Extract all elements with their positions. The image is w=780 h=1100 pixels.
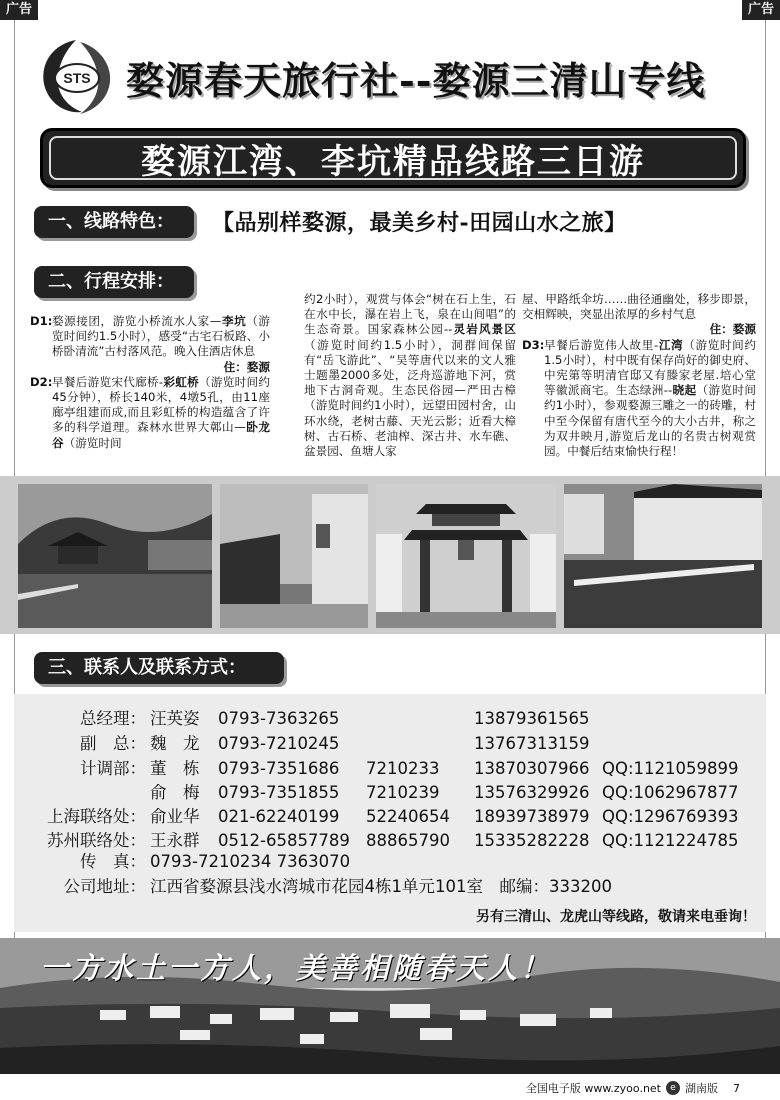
day-2-stay: 住：婺源: [709, 322, 756, 337]
contact-qq: QQ:1296769393: [602, 807, 739, 826]
route-banner: [40, 128, 746, 188]
contact-mobile: 18939738979: [474, 807, 590, 826]
day-2-continued-b: （游览时间约1.5小时），洞群间保留有“岳飞游此”、“吴等唐代以来的文人雅士题墨2000多处，泛舟巡游地下河，赏地下古洞奇观。生态民俗园—严田古樟（游览时间约1小时），远望田园村舍，山环水绕，老树古藤、天光云影；近看大樟树、古石桥、老油榨、深古井、水车礁、盆景园、鱼塘人家: [304, 337, 516, 459]
day-3-text: 早餐后游览伟人故里-: [544, 337, 659, 352]
day-1-text: 婺源接团，游览小桥流水人家—: [52, 314, 222, 328]
address-value: 江西省婺源县浅水湾城市花园4栋1单元101室 邮编：333200: [150, 877, 612, 896]
itinerary-column-2: [304, 292, 516, 459]
contact-name: 汪英姿: [150, 709, 200, 728]
contact-fax: 7210239: [366, 783, 440, 802]
contact-name: 王永群: [150, 831, 200, 850]
contact-name: 董 栋: [150, 759, 200, 778]
contact-label: 总经理：: [80, 709, 146, 728]
day-2-text-c: （游览时间: [63, 435, 122, 450]
contact-mobile: 15335282228: [474, 831, 590, 850]
agency-title: 婺源春天旅行社--婺源三清山专线: [126, 58, 706, 103]
day-1-stay: 住：婺源: [223, 359, 270, 374]
contact-name: 魏 龙: [150, 734, 200, 753]
photo-village-street: [220, 484, 368, 628]
day-3-tag: D3:: [522, 337, 545, 352]
contact-phone: 0793-7351855: [218, 783, 340, 802]
day-1-highlight: 李坑: [221, 314, 247, 328]
day-1-tag: D1:: [30, 314, 53, 328]
contact-phone: 021-62240199: [218, 807, 340, 826]
contact-fax: 52240654: [366, 807, 450, 826]
contact-phone: 0512-65857789: [218, 831, 350, 850]
day-3: [522, 338, 756, 460]
contact-mobile: 13767313159: [474, 734, 590, 753]
bottom-slogan: 一方水土一方人，美善相随春天人！: [40, 951, 553, 985]
contact-name: 俞业华: [150, 807, 200, 826]
day-2-continued-c: 屋、甲路纸伞坊……曲径通幽处，移步即景，交相辉映，突显出浓厚的乡村气息: [522, 292, 756, 322]
footer: [526, 1080, 740, 1096]
day-3-text-b: （游览时间约1.5小时），村中既有保存尚好的御史府、中宪第等明清官邸又有滕家老屋.培心堂等徽派商宅。生态绿洲--: [544, 337, 756, 398]
edition-icon: e: [666, 1081, 680, 1095]
contact-name: 俞 梅: [150, 783, 200, 802]
contact-qq: QQ:1121059899: [602, 759, 739, 778]
day-2-text-b: （游览时间约45分钟），桥长140米，4墩5孔，由11座廊亭组建而成,而且彩虹桥的构造蕴含了许多的科学道理。森林水世界大鄣山—: [52, 374, 270, 435]
contact-label: 上海联络处：: [47, 807, 146, 826]
day-2-continued: 约2小时），观赏与体会“树在石上生，石在水中长，瀑在岩上飞，泉在山间唱”的生态奇景。国家森林公园--: [304, 292, 516, 337]
contact-fax: 7210233: [366, 759, 440, 778]
day-3-highlight-1: 江湾: [658, 337, 684, 352]
section-contacts-label: 三、联系人及联系方式：: [34, 652, 284, 684]
photo-river-village: [564, 484, 762, 628]
contact-label: 苏州联络处：: [47, 831, 146, 850]
ad-label-right: 广告: [742, 0, 780, 20]
contact-phone: 0793-7363265: [218, 709, 340, 728]
fax-value: 0793-7210234 7363070: [150, 852, 351, 871]
region-label: 湖南版: [685, 1082, 718, 1095]
contact-mobile: 13576329926: [474, 783, 590, 802]
contact-phone: 0793-7210245: [218, 734, 340, 753]
edition-text: 全国电子版 www.zyoo.net: [525, 1082, 661, 1095]
day-2-text: 早餐后游览宋代廊桥-: [52, 374, 164, 389]
day-2-highlight-2: 卧龙谷: [52, 420, 270, 450]
contact-fax: 88865790: [366, 831, 450, 850]
contact-label: 计调部：: [80, 759, 146, 778]
day-3-highlight-2: 晓起: [672, 383, 697, 398]
day-2-highlight-3: 灵岩风景区: [452, 322, 516, 337]
day-2: [30, 375, 270, 451]
day-2-highlight-1: 彩虹桥: [163, 374, 199, 389]
day-2-tag: D2:: [30, 374, 53, 389]
itinerary-column-1: [30, 314, 270, 451]
ad-label-left: 广告: [0, 0, 38, 20]
extra-routes-note: 另有三清山、龙虎山等线路，敬请来电垂询！: [476, 909, 756, 925]
logo-text: STS: [63, 70, 91, 86]
contact-qq: QQ:1121224785: [602, 831, 739, 850]
day-3-text-c: （游览时间约1小时），参观婺源三雕之一的砖雕，村中至今保留有唐代至今的大小古井，称之为双井映月,游览后龙山的名贵古树观赏园。中餐后结束愉快行程！: [544, 383, 756, 459]
contact-mobile: 13870307966: [474, 759, 590, 778]
section-itinerary-label: 二、行程安排：: [34, 266, 194, 298]
page-number: 7: [733, 1081, 740, 1095]
fax-label: 传 真：: [80, 852, 146, 871]
sts-logo: [36, 36, 118, 118]
day-1: [30, 314, 270, 375]
section-features-label: 一、线路特色：: [34, 206, 194, 238]
day-2-end: [522, 292, 756, 338]
contact-mobile: 13879361565: [474, 709, 590, 728]
itinerary-column-3: [522, 292, 756, 459]
day-1-text-b: （游览时间约1.5小时），感受“古宅石板路、小桥卧清流”古村落风范。晚入住酒店休息: [52, 314, 270, 359]
photo-pavilion-lake: [18, 484, 212, 628]
contact-label: 副 总：: [80, 734, 146, 753]
features-slogan: 【品别样婺源，最美乡村-田园山水之旅】: [212, 210, 627, 236]
contact-phone: 0793-7351686: [218, 759, 340, 778]
contact-qq: QQ:1062967877: [602, 783, 739, 802]
route-title: 婺源江湾、李坑精品线路三日游: [141, 141, 645, 182]
address-label: 公司地址：: [63, 877, 146, 896]
photo-memorial-archway: [376, 484, 556, 628]
